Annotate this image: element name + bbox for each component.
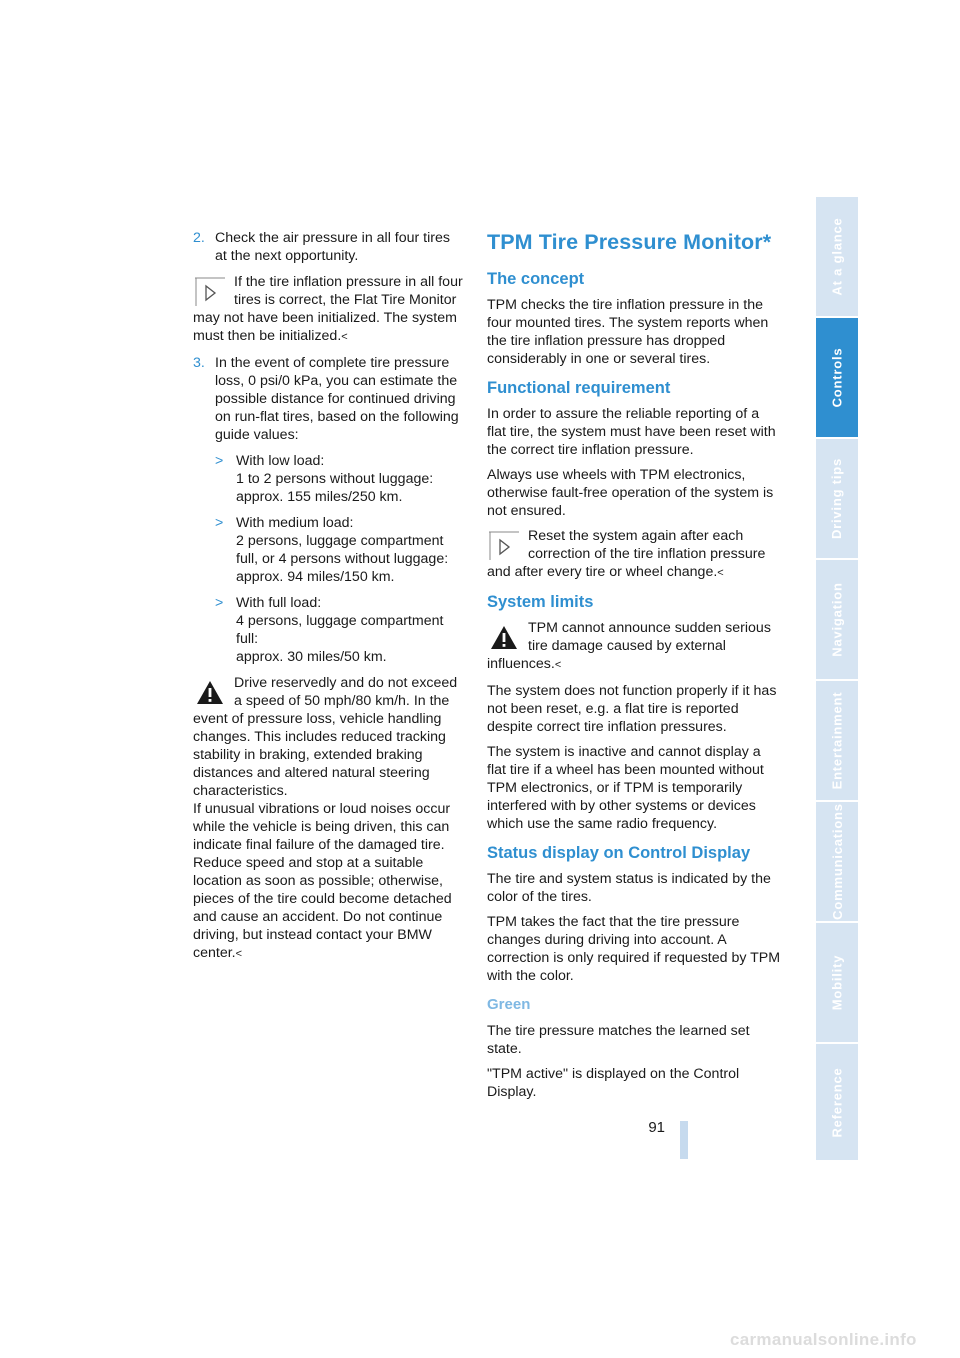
- left-column: [193, 229, 465, 971]
- tab-navigation[interactable]: [816, 560, 858, 679]
- paragraph: The tire and system status is indicated by the color of the tires.: [487, 871, 771, 905]
- paragraph: Always use wheels with TPM electronics, otherwise fault-free operation of the system is not ensured.: [487, 467, 774, 519]
- warning-text: Drive reservedly and do not exceed a speed of 50 mph/80 km/h. In the event of pressure loss, vehicle handling changes. This includes reduced tracking stability in braking, extended braking distances and altered natural steering characteristics.: [193, 675, 458, 799]
- warning-block: [193, 674, 465, 963]
- end-mark: <: [235, 948, 243, 960]
- watermark: carmanualsonline.info: [730, 1330, 917, 1349]
- tab-reference[interactable]: [816, 1044, 858, 1160]
- note-text: Reset the system again after each correction of the tire inflation pressure and after every tire or wheel change.: [487, 528, 766, 580]
- paragraph: In order to assure the reliable reporting of a flat tire, the system must have been reset with the correct tire inflation pressure.: [487, 406, 776, 458]
- warning-text: TPM cannot announce sudden serious tire damage caused by external influences.: [487, 620, 771, 672]
- tab-entertainment[interactable]: [816, 681, 858, 800]
- note-block: [193, 273, 465, 346]
- tab-label: Driving tips: [829, 457, 845, 540]
- bullet-line: 4 persons, luggage compartment full:: [236, 613, 444, 647]
- page-marker-bar: [680, 1121, 688, 1159]
- list-item: [215, 514, 465, 586]
- bullet-line: approx. 30 miles/50 km.: [236, 649, 387, 665]
- list-item: [215, 452, 465, 506]
- step-text: Check the air pressure in all four tires at the next opportunity.: [215, 230, 450, 264]
- bullet-line: 1 to 2 persons without luggage:: [236, 471, 434, 487]
- bullet-line: approx. 155 miles/250 km.: [236, 489, 403, 505]
- paragraph: The system is inactive and cannot display a flat tire if a wheel has been mounted without TPM electronics, or if TPM is temporarily interfered with by other systems or devices which use the same radio frequency.: [487, 744, 764, 832]
- paragraph: "TPM active" is displayed on the Control Display.: [487, 1066, 740, 1100]
- bullet-marker: >: [215, 595, 224, 611]
- step-number: 3.: [193, 355, 205, 371]
- paragraph: The tire pressure matches the learned set state.: [487, 1023, 750, 1057]
- tab-label: At a glance: [829, 217, 845, 296]
- paragraph: TPM takes the fact that the tire pressure changes during driving into account. A correction is only required if requested by TPM with the color.: [487, 914, 781, 984]
- tab-label: Communications: [829, 803, 845, 920]
- chapter-tabs: [816, 197, 858, 1160]
- tab-label: Reference: [829, 1066, 845, 1138]
- tab-communications[interactable]: [816, 802, 858, 921]
- tab-at-a-glance[interactable]: [816, 197, 858, 316]
- note-arrow-icon: [195, 277, 225, 307]
- bullet-marker: >: [215, 453, 224, 469]
- note-text: If the tire inflation pressure in all four tires is correct, the Flat Tire Monitor may not have been initialized. The system must then be initialized.: [193, 274, 463, 344]
- paragraph: TPM checks the tire inflation pressure in the four mounted tires. The system reports when the tire inflation pressure has dropped considerably in one or several tires.: [487, 297, 769, 367]
- bullet-line: With medium load:: [236, 515, 354, 531]
- warning-block: [487, 619, 781, 674]
- tab-label: Entertainment: [829, 691, 845, 790]
- end-mark: <: [341, 331, 348, 343]
- bullet-line: With low load:: [236, 453, 325, 469]
- page-number: 91: [648, 1119, 665, 1136]
- step-3: [193, 354, 465, 444]
- tab-label: Navigation: [829, 582, 845, 657]
- section-heading: Status display on Control Display: [487, 844, 751, 862]
- warning-triangle-icon: [195, 678, 225, 708]
- paragraph: The system does not function properly if it has not been reset, e.g. a flat tire is reported despite correct tire inflation pressures.: [487, 683, 777, 735]
- tab-driving-tips[interactable]: [816, 439, 858, 558]
- end-mark: <: [717, 567, 724, 579]
- tab-controls[interactable]: [816, 318, 858, 437]
- section-heading: Functional requirement: [487, 379, 671, 397]
- note-arrow-icon: [489, 531, 519, 561]
- bullet-line: 2 persons, luggage compartment full, or 4 persons without luggage:: [236, 533, 449, 567]
- tab-mobility[interactable]: [816, 923, 858, 1042]
- tab-label: Controls: [829, 347, 845, 408]
- page-title: TPM Tire Pressure Monitor*: [487, 230, 772, 254]
- step-2: [193, 229, 465, 265]
- warning-text: If unusual vibrations or loud noises occur while the vehicle is being driven, this can indicate final failure of the damaged tire. Reduce speed and stop at a suitable location as soon as possible; otherwise, pieces of the tire could become detached and cause an accident. Do not continue driving, but instead contact your BMW center.: [193, 801, 452, 961]
- bullet-line: approx. 94 miles/150 km.: [236, 569, 395, 585]
- tab-label: Mobility: [829, 954, 845, 1011]
- step-text: In the event of complete tire pressure loss, 0 psi/0 kPa, you can estimate the possible distance for continued driving on run-flat tires, based on the following guide values:: [215, 355, 459, 443]
- section-heading: System limits: [487, 593, 594, 611]
- warning-triangle-icon: [489, 623, 519, 653]
- bullet-line: With full load:: [236, 595, 322, 611]
- section-heading: The concept: [487, 270, 585, 288]
- end-mark: <: [554, 659, 562, 671]
- bullet-marker: >: [215, 515, 224, 531]
- subsection-heading: Green: [487, 996, 531, 1013]
- right-column: [487, 229, 781, 1108]
- note-block: [487, 527, 781, 582]
- step-number: 2.: [193, 230, 205, 246]
- list-item: [215, 594, 465, 666]
